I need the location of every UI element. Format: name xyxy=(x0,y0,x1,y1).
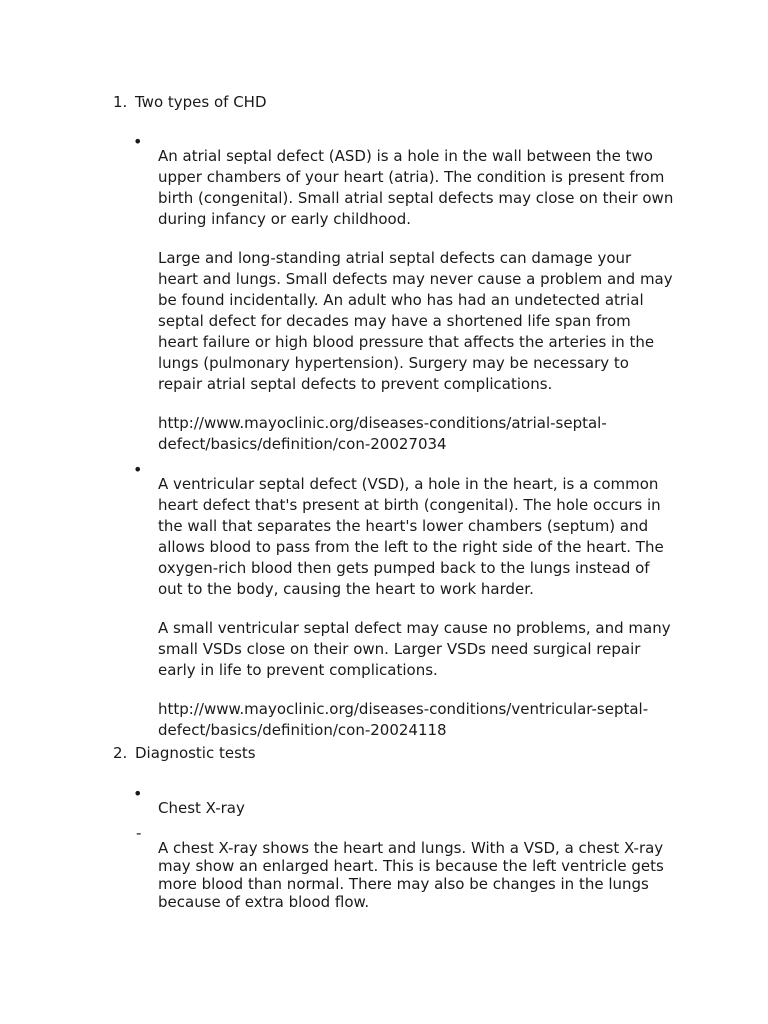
bullet-marker: • xyxy=(133,132,143,151)
section-heading: Two types of CHD xyxy=(135,93,267,111)
bullet-marker: • xyxy=(133,784,143,803)
paragraph-chest-xray-description: A chest X-ray shows the heart and lungs. With a VSD, a chest X-ray may show an enlarged heart. This is because the left ventricle gets more blood than normal. There may also be changes in the lungs because of extra blood flow. xyxy=(158,839,664,911)
section-number: 1. xyxy=(113,93,128,111)
section-heading: Diagnostic tests xyxy=(135,744,256,762)
dash-marker: - xyxy=(136,824,142,842)
bullet-marker: • xyxy=(133,460,143,479)
reference-url-vsd: http://www.mayoclinic.org/diseases-conditions/ventricular-septal- defect/basics/definition/con-20024118 xyxy=(158,700,649,739)
reference-url-asd: http://www.mayoclinic.org/diseases-conditions/atrial-septal- defect/basics/definition/con-20027034 xyxy=(158,414,607,453)
list-item-chest-xray: Chest X-ray xyxy=(158,799,245,817)
paragraph-vsd-definition: A ventricular septal defect (VSD), a hole in the heart, is a common heart defect that's present at birth (congenital). The hole occurs in the wall that separates the heart's lower chambers (septum) and allows blood to pass from the left to the right side of the heart. The oxygen-rich blood then gets pumped back to the lungs instead of out to the body, causing the heart to work harder. xyxy=(158,475,664,598)
paragraph-asd-definition: An atrial septal defect (ASD) is a hole in the wall between the two upper chambers of your heart (atria). The condition is present from birth (congenital). Small atrial septal defects may close on their own during infancy or early childhood. xyxy=(158,147,674,228)
paragraph-asd-complications: Large and long-standing atrial septal defects can damage your heart and lungs. Small defects may never cause a problem and may be found incidentally. An adult who has had an undetected atrial septal defect for decades may have a shortened life span from heart failure or high blood pressure that affects the arteries in the lungs (pulmonary hypertension). Surgery may be necessary to repair atrial septal defects to prevent complications. xyxy=(158,249,673,393)
paragraph-vsd-complications: A small ventricular septal defect may cause no problems, and many small VSDs close on their own. Larger VSDs need surgical repair early in life to prevent complications. xyxy=(158,619,671,679)
section-number: 2. xyxy=(113,744,128,762)
